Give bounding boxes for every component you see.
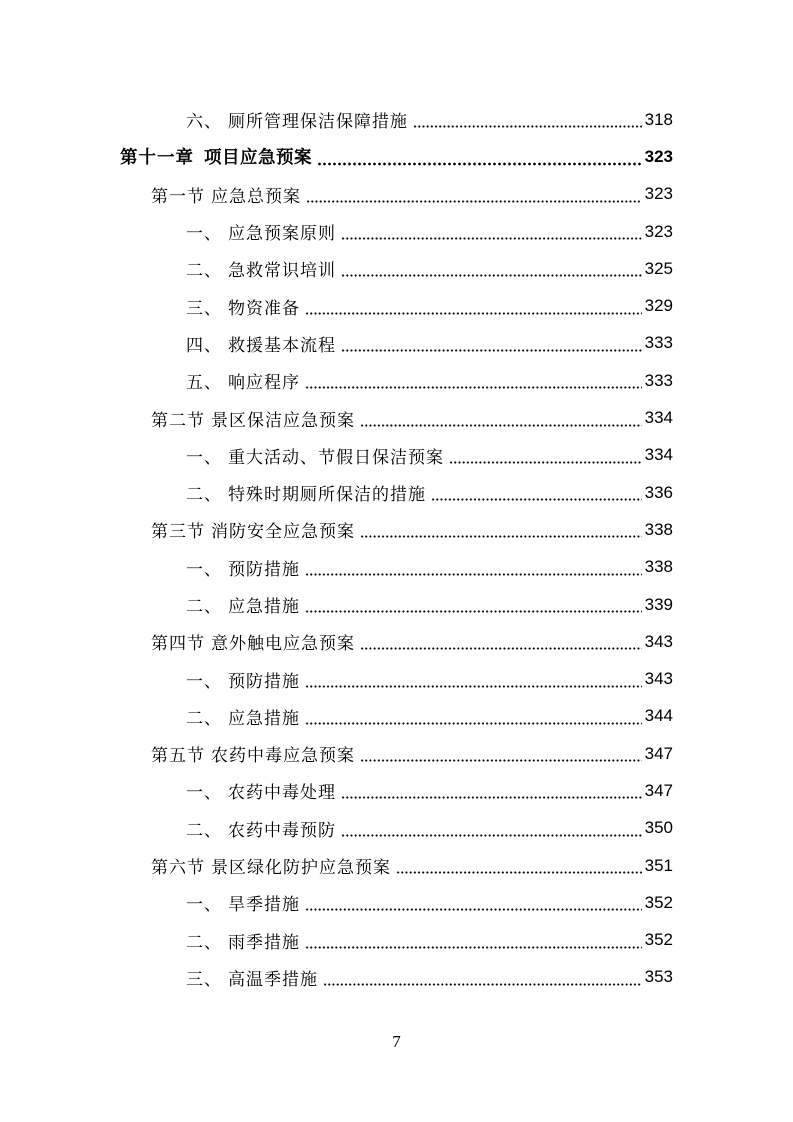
toc-dot-leader: [306, 200, 642, 203]
toc-entry-page: 343: [644, 631, 673, 651]
toc-entry-number: 第二节: [151, 410, 205, 431]
toc-entry-title: 应急预案原则: [228, 224, 336, 245]
toc-subsection-entry[interactable]: [0, 250, 793, 287]
toc-dot-leader: [305, 386, 642, 389]
toc-dot-leader: [341, 796, 642, 799]
toc-dot-leader: [449, 461, 642, 464]
toc-entry-page: 347: [644, 743, 673, 763]
toc-entry-title: 物资准备: [228, 298, 300, 319]
toc-entry-title: 应急措施: [228, 597, 300, 617]
toc-entry-number: 三、: [186, 969, 222, 990]
toc-entry-number: 三、: [186, 298, 222, 319]
toc-entry-title: 预防措施: [228, 671, 300, 692]
toc-entry-number: 六、: [186, 112, 222, 133]
toc-entry-page: 351: [644, 855, 673, 875]
toc-subsection-entry[interactable]: [0, 586, 793, 623]
toc-entry-number: 一、: [186, 895, 222, 916]
toc-entry-page: 333: [644, 370, 673, 390]
toc-dot-leader: [305, 908, 642, 911]
toc-entry-page: 333: [644, 333, 673, 353]
toc-dot-leader: [360, 759, 642, 762]
toc-entry-title: 农药中毒应急预案: [211, 746, 355, 767]
toc-entry-title: 景区保洁应急预案: [211, 410, 355, 431]
toc-entry-number: 第三节: [151, 522, 205, 543]
toc-entry-title: 救援基本流程: [228, 335, 336, 356]
toc-entry-title: 急救常识培训: [228, 261, 336, 282]
toc-section-entry[interactable]: [0, 735, 793, 772]
toc-dot-leader: [341, 349, 642, 352]
toc-dot-leader: [360, 647, 642, 650]
toc-entry-page: 323: [644, 146, 673, 166]
toc-entry-title: 响应程序: [228, 373, 300, 394]
toc-entry-page: 353: [644, 967, 673, 987]
toc-dot-leader: [305, 722, 642, 725]
toc-dot-leader: [305, 685, 642, 688]
toc-entry-page: 338: [644, 519, 673, 539]
toc-subsection-entry[interactable]: [0, 660, 793, 697]
toc-dot-leader: [396, 871, 642, 874]
toc-subsection-entry[interactable]: [0, 698, 793, 735]
toc-entry-title: 农药中毒预防: [228, 820, 336, 841]
toc-entry-number: 一、: [186, 447, 222, 468]
toc-dot-leader: [360, 535, 642, 538]
toc-entry-number: 二、: [186, 708, 222, 729]
toc-entry-page: 339: [644, 594, 673, 614]
toc-entry-page: 334: [644, 408, 673, 428]
toc-entry-page: 338: [644, 557, 673, 577]
toc-section-entry[interactable]: [0, 847, 793, 884]
toc-dot-leader: [413, 125, 642, 128]
toc-entry-number: 二、: [186, 932, 222, 953]
toc-subsection-entry[interactable]: [0, 325, 793, 362]
toc-subsection-entry[interactable]: [0, 101, 793, 138]
toc-entry-title: 厕所管理保洁保障措施: [228, 112, 408, 133]
toc-entry-title: 特殊时期厕所保洁的措施: [228, 485, 426, 506]
toc-entry-number: 一、: [186, 783, 222, 804]
toc-subsection-entry[interactable]: [0, 287, 793, 324]
table-of-contents: [0, 101, 793, 996]
toc-subsection-entry[interactable]: [0, 549, 793, 586]
toc-dot-leader: [305, 573, 642, 576]
toc-subsection-entry[interactable]: [0, 959, 793, 996]
toc-entry-title: 意外触电应急预案: [211, 634, 355, 655]
toc-subsection-entry[interactable]: [0, 922, 793, 959]
toc-entry-number: 第六节: [151, 858, 205, 879]
toc-section-entry[interactable]: [0, 623, 793, 660]
toc-entry-number: 二、: [186, 820, 222, 841]
toc-section-entry[interactable]: [0, 399, 793, 436]
toc-entry-page: 350: [644, 818, 673, 838]
toc-entry-number: 一、: [186, 671, 222, 692]
toc-entry-page: 323: [644, 184, 673, 204]
toc-entry-page: 329: [644, 296, 673, 316]
toc-dot-leader: [431, 498, 642, 501]
toc-entry-title: 景区绿化防护应急预案: [211, 858, 391, 879]
toc-entry-title: 高温季措施: [228, 969, 318, 990]
toc-entry-title: 重大活动、节假日保洁预案: [228, 447, 444, 468]
toc-entry-title: 旱季措施: [228, 895, 300, 916]
toc-entry-number: 第五节: [151, 746, 205, 767]
toc-entry-title: 应急总预案: [211, 186, 301, 207]
toc-entry-title: 农药中毒处理: [228, 783, 336, 804]
toc-section-entry[interactable]: [0, 176, 793, 213]
page-number: 7: [392, 1032, 401, 1051]
toc-entry-number: 二、: [186, 261, 222, 282]
toc-entry-page: 352: [644, 892, 673, 912]
toc-entry-page: 323: [644, 221, 673, 241]
toc-dot-leader: [341, 274, 642, 277]
toc-subsection-entry[interactable]: [0, 474, 793, 511]
toc-entry-title: 雨季措施: [228, 932, 300, 953]
toc-chapter-entry[interactable]: [0, 138, 793, 175]
toc-entry-number: 二、: [186, 597, 222, 617]
toc-entry-page: 347: [644, 780, 673, 800]
toc-entry-page: 344: [644, 706, 673, 726]
toc-subsection-entry[interactable]: [0, 213, 793, 250]
toc-dot-leader: [305, 610, 642, 613]
toc-entry-number: 五、: [186, 373, 222, 394]
toc-entry-number: 第一节: [151, 186, 205, 207]
toc-dot-leader: [360, 424, 642, 427]
toc-dot-leader: [323, 983, 642, 986]
toc-subsection-entry[interactable]: [0, 810, 793, 847]
toc-entry-title: 项目应急预案: [204, 148, 312, 169]
toc-entry-page: 336: [644, 482, 673, 502]
toc-entry-number: 一、: [186, 559, 222, 580]
toc-entry-number: 一、: [186, 224, 222, 245]
toc-subsection-entry[interactable]: [0, 884, 793, 921]
toc-entry-page: 352: [644, 930, 673, 950]
toc-subsection-entry[interactable]: [0, 362, 793, 399]
toc-dot-leader: [305, 946, 642, 949]
toc-entry-title: 预防措施: [228, 559, 300, 580]
toc-entry-number: 四、: [186, 335, 222, 356]
toc-entry-number: 二、: [186, 485, 222, 506]
toc-entry-page: 325: [644, 258, 673, 278]
toc-entry-title: 消防安全应急预案: [211, 522, 355, 543]
toc-dot-leader: [317, 162, 642, 166]
toc-subsection-entry[interactable]: [0, 437, 793, 474]
toc-entry-page: 334: [644, 445, 673, 465]
toc-section-entry[interactable]: [0, 511, 793, 548]
toc-entry-number: 第十一章: [120, 148, 194, 169]
toc-dot-leader: [341, 834, 642, 837]
toc-entry-title: 应急措施: [228, 708, 300, 729]
toc-subsection-entry[interactable]: [0, 772, 793, 809]
toc-dot-leader: [341, 237, 642, 240]
toc-entry-page: 343: [644, 669, 673, 689]
toc-entry-number: 第四节: [151, 634, 205, 655]
toc-entry-page: 318: [644, 109, 673, 129]
toc-dot-leader: [305, 312, 642, 315]
